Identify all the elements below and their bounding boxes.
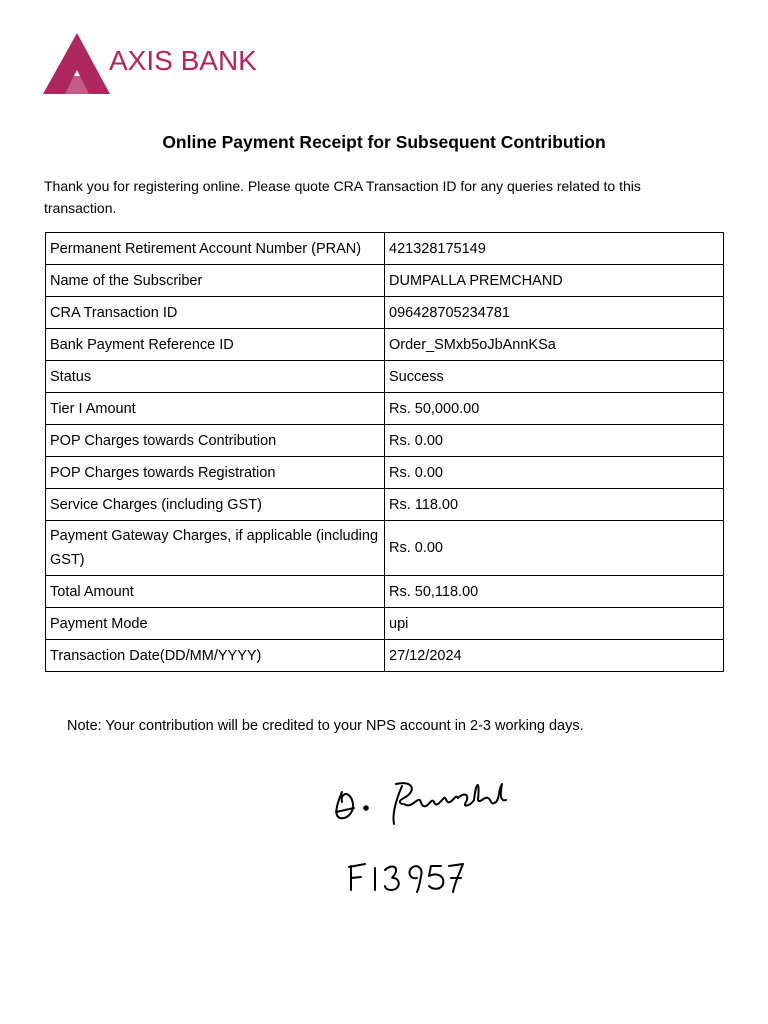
intro-text: Thank you for registering online. Please quote CRA Transaction ID for any queries related to this transaction. [44, 178, 641, 216]
row-label: Tier I Amount [46, 393, 385, 425]
row-value: 096428705234781 [385, 297, 724, 329]
row-label: Payment Gateway Charges, if applicable (including GST) [46, 521, 385, 576]
table-row [46, 640, 724, 672]
axis-bank-logo [43, 32, 283, 96]
row-value: 421328175149 [385, 233, 724, 265]
row-label: CRA Transaction ID [46, 297, 385, 329]
table-row [46, 576, 724, 608]
table-row [46, 233, 724, 265]
row-label: Total Amount [46, 576, 385, 608]
row-label: Name of the Subscriber [46, 265, 385, 297]
table-row [46, 297, 724, 329]
receipt-table [45, 232, 724, 672]
row-value: DUMPALLA PREMCHAND [385, 265, 724, 297]
row-value: Rs. 0.00 [385, 457, 724, 489]
row-value: upi [385, 608, 724, 640]
row-label: POP Charges towards Registration [46, 457, 385, 489]
page-title: Online Payment Receipt for Subsequent Contribution [162, 132, 606, 152]
note-text: Note: Your contribution will be credited to your NPS account in 2-3 working days. [67, 718, 584, 734]
row-value: Rs. 118.00 [385, 489, 724, 521]
table-row [46, 329, 724, 361]
table-row [46, 361, 724, 393]
table-row [46, 521, 724, 576]
table-row [46, 608, 724, 640]
row-label: Service Charges (including GST) [46, 489, 385, 521]
table-row [46, 425, 724, 457]
row-value: Success [385, 361, 724, 393]
row-value: Rs. 50,000.00 [385, 393, 724, 425]
row-label: Payment Mode [46, 608, 385, 640]
row-value: Rs. 50,118.00 [385, 576, 724, 608]
table-row [46, 457, 724, 489]
row-label: Permanent Retirement Account Number (PRAN) [46, 233, 385, 265]
row-label: Bank Payment Reference ID [46, 329, 385, 361]
row-value: 27/12/2024 [385, 640, 724, 672]
row-value: Rs. 0.00 [385, 425, 724, 457]
table-row [46, 393, 724, 425]
row-value: Order_SMxb5oJbAnnKSa [385, 329, 724, 361]
table-row [46, 265, 724, 297]
row-label: Transaction Date(DD/MM/YYYY) [46, 640, 385, 672]
bank-name: AXIS BANK [109, 45, 257, 76]
handwritten-signature [330, 772, 520, 834]
row-label: Status [46, 361, 385, 393]
row-value: Rs. 0.00 [385, 521, 724, 576]
table-row [46, 489, 724, 521]
handwritten-code [345, 858, 465, 898]
row-label: POP Charges towards Contribution [46, 425, 385, 457]
